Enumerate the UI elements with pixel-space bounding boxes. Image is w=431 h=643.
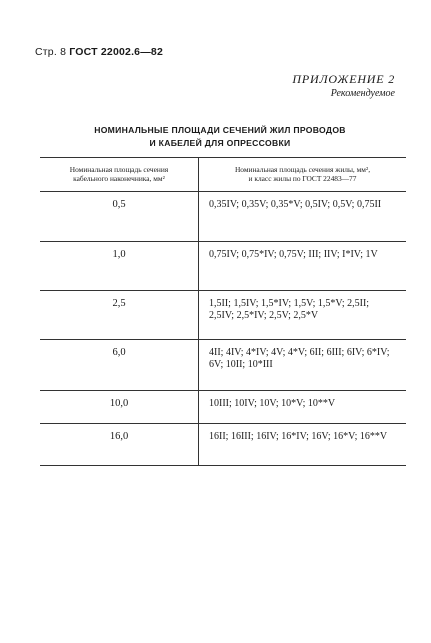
conductor-section-cell: 0,35IV; 0,35V; 0,35*V; 0,5IV; 0,5V; 0,75II — [199, 192, 407, 242]
table-header-row — [40, 158, 406, 192]
page-number: Стр. 8 — [35, 46, 67, 58]
table-row — [40, 391, 406, 424]
lug-section-cell: 6,0 — [40, 340, 199, 391]
page-header — [35, 46, 163, 58]
table-row — [40, 424, 406, 466]
lug-section-cell: 2,5 — [40, 291, 199, 340]
table-title-line-1: НОМИНАЛЬНЫЕ ПЛОЩАДИ СЕЧЕНИЙ ЖИЛ ПРОВОДОВ — [94, 125, 346, 135]
lug-section-cell: 16,0 — [40, 424, 199, 466]
cross-section-table — [40, 157, 406, 466]
table-title — [40, 124, 400, 150]
conductor-section-cell: 10III; 10IV; 10V; 10*V; 10**V — [199, 391, 407, 424]
lug-section-cell: 0,5 — [40, 192, 199, 242]
standard-number: ГОСТ 22002.6—82 — [69, 46, 164, 58]
table-row — [40, 340, 406, 391]
table-title-line-2: И КАБЕЛЕЙ ДЛЯ ОПРЕССОВКИ — [149, 138, 291, 148]
conductor-section-cell: 0,75IV; 0,75*IV; 0,75V; III; IIV; I*IV; 1V — [199, 242, 407, 291]
conductor-section-cell: 1,5II; 1,5IV; 1,5*IV; 1,5V; 1,5*V; 2,5II; 2,5IV; 2,5*IV; 2,5V; 2,5*V — [199, 291, 407, 340]
col-header-conductor-section: Номинальная площадь сечения жилы, мм², и класс жилы по ГОСТ 22483—77 — [199, 158, 407, 192]
appendix-block — [292, 72, 395, 99]
lug-section-cell: 1,0 — [40, 242, 199, 291]
conductor-section-cell: 16II; 16III; 16IV; 16*IV; 16V; 16*V; 16**V — [199, 424, 407, 466]
appendix-status: Рекомендуемое — [330, 88, 395, 99]
lug-section-cell: 10,0 — [40, 391, 199, 424]
col-header-lug-section: Номинальная площадь сечения кабельного наконечника, мм² — [40, 158, 199, 192]
table-row — [40, 192, 406, 242]
conductor-section-cell: 4II; 4IV; 4*IV; 4V; 4*V; 6II; 6III; 6IV; 6*IV; 6V; 10II; 10*III — [199, 340, 407, 391]
appendix-label: ПРИЛОЖЕНИЕ 2 — [292, 72, 395, 86]
table-row — [40, 291, 406, 340]
table-row — [40, 242, 406, 291]
